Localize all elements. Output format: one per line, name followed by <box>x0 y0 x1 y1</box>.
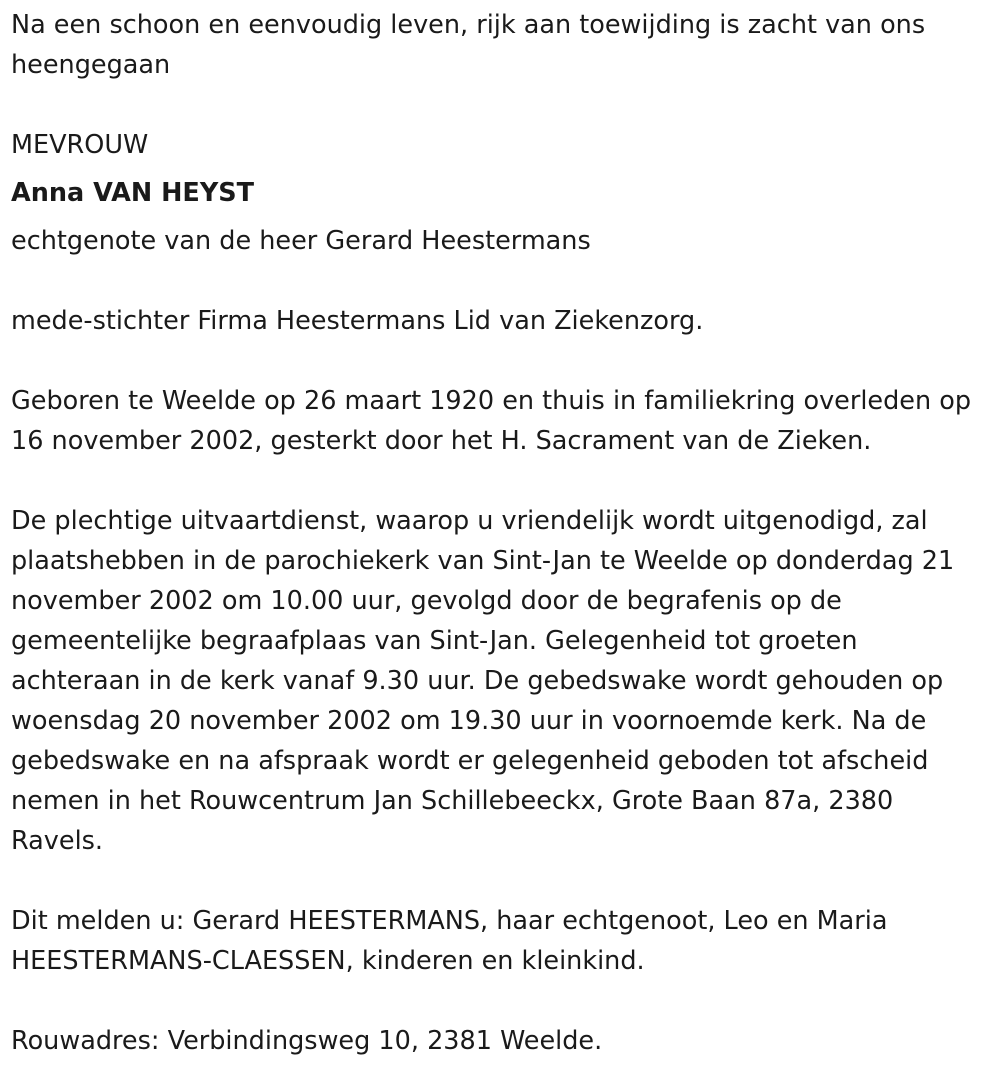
service-text: De plechtige uitvaartdienst, waarop u vriendelijk wordt uitgenodigd, zal plaatshebben in de parochiekerk van Sint-Jan te Weelde op donderdag 21 november 2002 om 10.00 uur, gevolgd door de begrafenis op de gemeentelijke begraafplaas van Sint-Jan. Gelegenheid tot groeten achteraan in de kerk vanaf 9.30 uur. De gebedswake wordt gehouden op woensdag 20 november 2002 om 19.30 uur in voornoemde kerk. Na de gebedswake en na afspraak wordt er gelegenheid geboden tot afscheid nemen in het Rouwcentrum Jan Schillebeeckx, Grote Baan 87a, 2380 Ravels. <box>11 506 955 856</box>
spacer <box>11 981 991 1021</box>
deceased-name: Anna VAN HEYST <box>11 178 255 208</box>
spouse-line: echtgenote van de heer Gerard Heestermans <box>11 226 591 256</box>
salutation: MEVROUW <box>11 130 149 160</box>
spacer <box>11 341 991 381</box>
intro-text: Na een schoon en eenvoudig leven, rijk aan toewijding is zacht van ons heengegaan <box>11 10 926 80</box>
spacer <box>11 85 991 125</box>
obituary-notice <box>11 5 991 1061</box>
mourning-address: Rouwadres: Verbindingsweg 10, 2381 Weelde. <box>11 1026 603 1056</box>
birth-death-text: Geboren te Weelde op 26 maart 1920 en thuis in familiekring overleden op 16 november 2002, gesterkt door het H. Sacrament van de Zieken. <box>11 386 972 456</box>
spacer <box>11 261 991 301</box>
roles-text: mede-stichter Firma Heestermans Lid van Ziekenzorg. <box>11 306 704 336</box>
spacer <box>11 861 991 901</box>
spacer <box>11 461 991 501</box>
announcers-text: Dit melden u: Gerard HEESTERMANS, haar echtgenoot, Leo en Maria HEESTERMANS-CLAESSEN, kinderen en kleinkind. <box>11 906 888 976</box>
